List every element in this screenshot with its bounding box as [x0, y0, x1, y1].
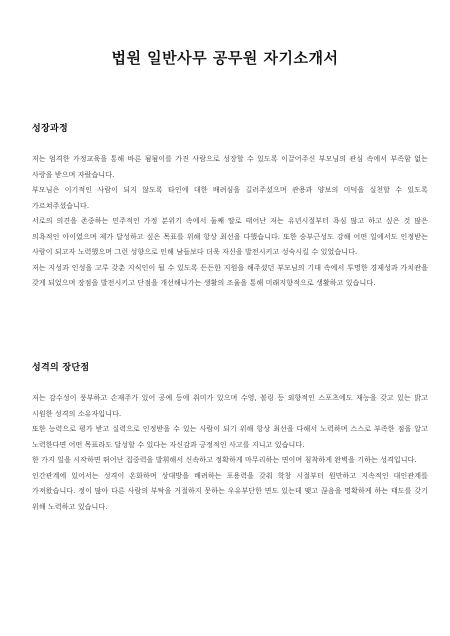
section-heading: 성격의 장단점: [32, 363, 90, 373]
paragraph: 저는 엄격한 가정교육을 통해 바른 됨됨이를 가진 사람으로 성장할 수 있도록 이끌어주신 부모님의 관심 속에서 부족함 없는 사랑을 받으며 자랐습니다.: [32, 155, 428, 179]
paragraph: 인간관계에 있어서는 성격이 온화하며 상대방을 배려하는 포용력을 갖춰 학창 시절부터 원만하고 지속적인 대인관계를 가져왔습니다. 정이 많아 다른 사람의 부탁을 거절하지 못하는 우유부단한 면도 있는데 맺고 끊음을 명확하게 하는 태도를 갖기 위해 노력하고 있습니다.: [32, 471, 428, 511]
paragraph: 저는 지성과 인성을 고루 갖춘 지식인이 될 수 있도록 든든한 지원을 해주셨던 부모님의 기대 속에서 투명한 경제성과 가치관을 갖게 되었으며 장점을 발전시키고 단점을 개선해나가는 생활의 조율을 통해 미래지향적으로 생활하고 있습니다.: [32, 263, 428, 287]
section-growth: [32, 121, 428, 292]
document-title: 법원 일반사무 공무원 자기소개서: [111, 49, 339, 67]
paragraph: 또한 능력으로 평가 받고 실력으로 인정받을 수 있는 사람이 되기 위해 항상 최선을 다해서 노력하며 스스로 부족한 점을 알고 노력한다면 어떤 목표라도 달성할 수 있다는 자신감과 긍정적인 사고를 지니고 있습니다.: [32, 425, 428, 449]
paragraph: 부모님은 이기적인 사람이 되지 않도록 타인에 대한 배려심을 길러주셨으며 관용과 양보의 미덕을 실천할 수 있도록 가르쳐주셨습니다.: [32, 186, 428, 210]
section-heading: 성장과정: [32, 124, 68, 134]
paragraph: 한 가지 일을 시작하면 뛰어난 집중력을 발휘해서 신속하고 정확하게 마무리하는 면이며 침착하게 완벽을 기하는 성격입니다.: [32, 456, 417, 464]
section-personality: [32, 360, 428, 515]
paragraph: 서로의 의견을 존중하는 민주적인 가정 분위기 속에서 둘째 딸로 태어난 저는 유년시절부터 욕심 많고 하고 싶은 것 많은 의욕적인 아이였으며 제가 달성하고 싶은 목표를 위해 항상 최선을 다했습니다. 또한 승부근성도 강해 어떤 일에서도 인정받는 사람이 되고자 노력했으며 그런 성향으로 인해 남들보다 더욱 자신을 발전시키고 성숙시킬 수 있었습니다.: [32, 217, 428, 256]
paragraph: 저는 감수성이 풍부하고 손재주가 있어 공예 등에 취미가 있으며 수영, 볼링 등 외향적인 스포츠에도 재능을 갖고 있는 밝고 시원한 성격의 소유자입니다.: [32, 394, 428, 418]
